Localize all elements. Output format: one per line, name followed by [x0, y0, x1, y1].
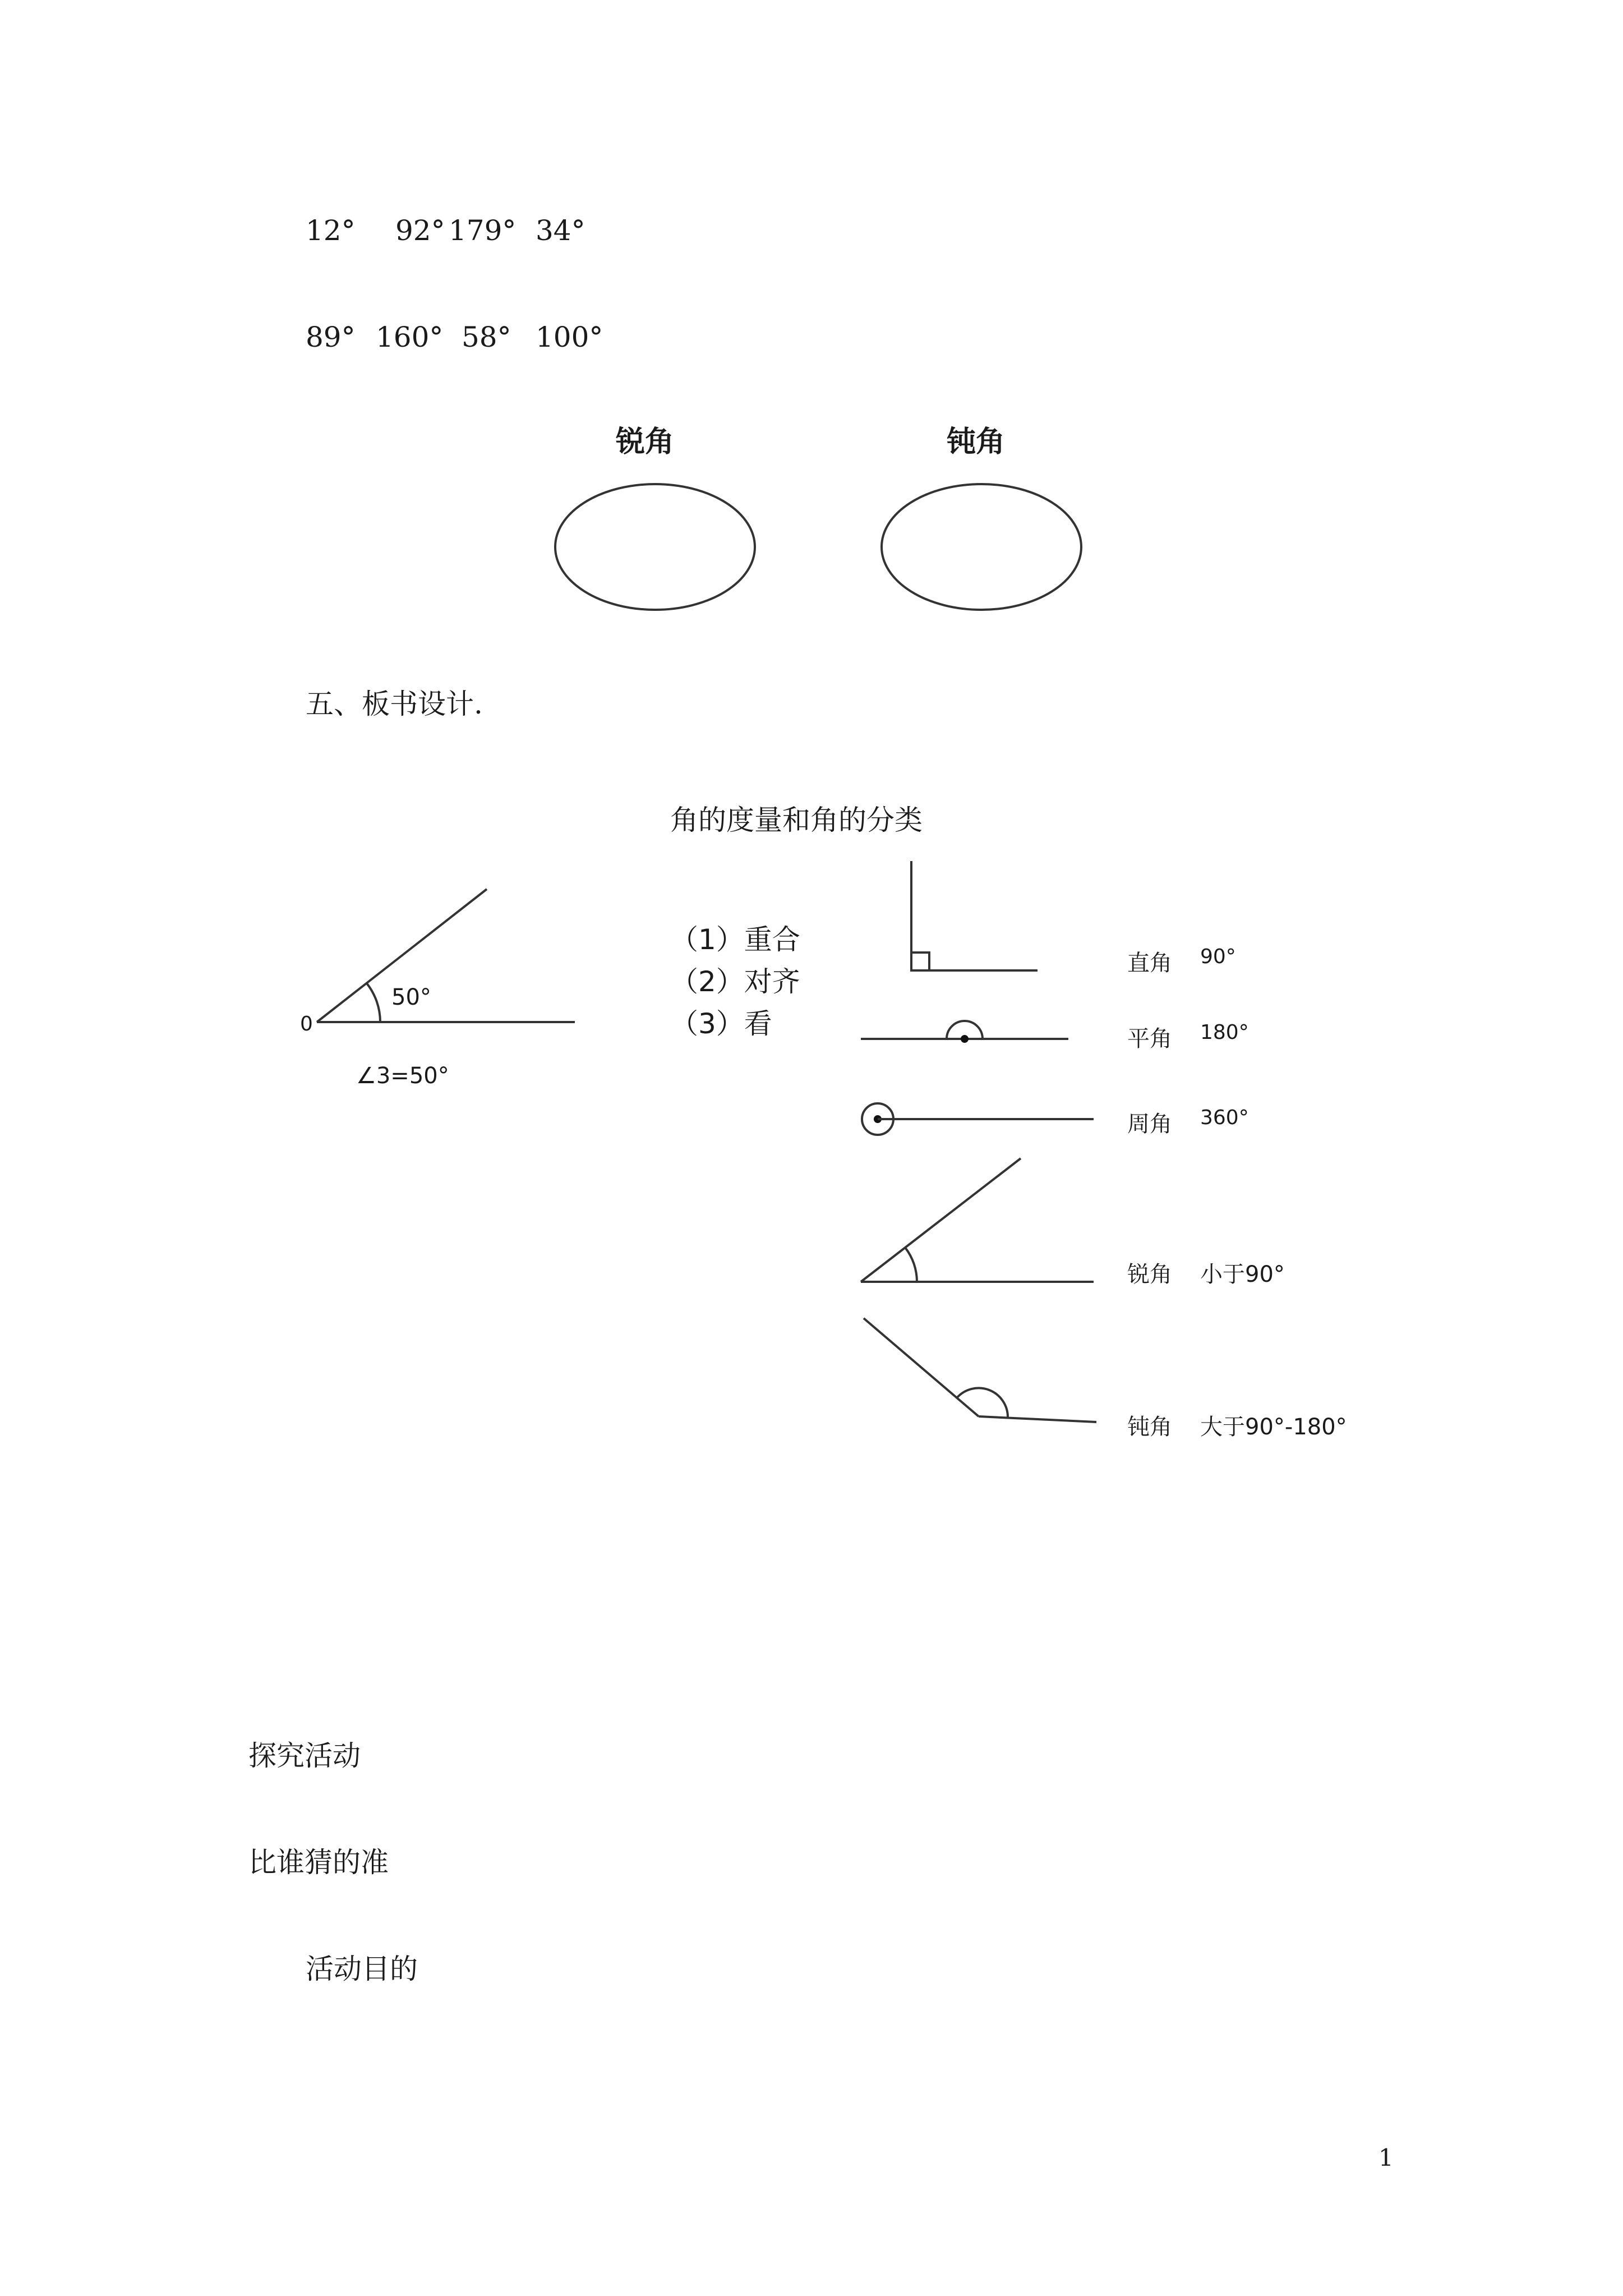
degree-value: 92° — [395, 214, 445, 247]
angle-type-desc: 360° — [1200, 1106, 1249, 1129]
angle-type-desc: 90° — [1200, 945, 1236, 968]
measure-step: （1）重合 — [670, 923, 800, 956]
activity-title: 比谁猜的准 — [248, 1846, 389, 1879]
activity-subheading: 活动目的 — [306, 1953, 418, 1985]
activity-heading: 探究活动 — [248, 1740, 361, 1772]
angle-type-name: 钝角 — [1127, 1414, 1172, 1440]
degree-value: 34° — [536, 214, 585, 247]
angle-degree-label: 50° — [391, 984, 431, 1010]
straight-angle-figure — [861, 1021, 1068, 1043]
degree-value: 89° — [306, 321, 356, 353]
angle-type-desc: 小于90° — [1200, 1262, 1285, 1287]
board-title: 角的度量和角的分类 — [670, 804, 923, 836]
degree-value: 100° — [536, 321, 603, 353]
degree-value: 58° — [462, 321, 511, 353]
measured-angle-figure — [317, 889, 575, 1022]
full-angle-figure — [862, 1103, 1094, 1135]
angle-type-desc: 180° — [1200, 1021, 1249, 1044]
angle-vertex-label: 0 — [300, 1013, 313, 1036]
acute-oval-label: 锐角 — [616, 425, 675, 459]
angle-type-name: 直角 — [1127, 950, 1172, 976]
right-angle-figure — [911, 861, 1038, 970]
degree-value: 160° — [376, 321, 444, 353]
obtuse-angle-figure — [864, 1318, 1096, 1422]
angle-type-name: 平角 — [1127, 1026, 1172, 1052]
angle-type-desc: 大于90°-180° — [1200, 1414, 1347, 1440]
degree-value: 12° — [306, 214, 356, 247]
angle-type-name: 锐角 — [1127, 1262, 1172, 1287]
measure-step: （3）看 — [670, 1007, 772, 1040]
degree-value: 179° — [449, 214, 517, 247]
acute-oval — [555, 484, 755, 610]
measure-step: （2）对齐 — [670, 965, 800, 998]
acute-angle-figure — [861, 1158, 1094, 1282]
obtuse-oval-label: 钝角 — [947, 425, 1006, 459]
obtuse-oval — [882, 484, 1081, 610]
section-heading: 五、板书设计. — [306, 688, 483, 720]
angle-equation: ∠3=50° — [356, 1063, 449, 1089]
angle-type-name: 周角 — [1127, 1111, 1172, 1137]
page-number: 1 — [1378, 2144, 1394, 2171]
